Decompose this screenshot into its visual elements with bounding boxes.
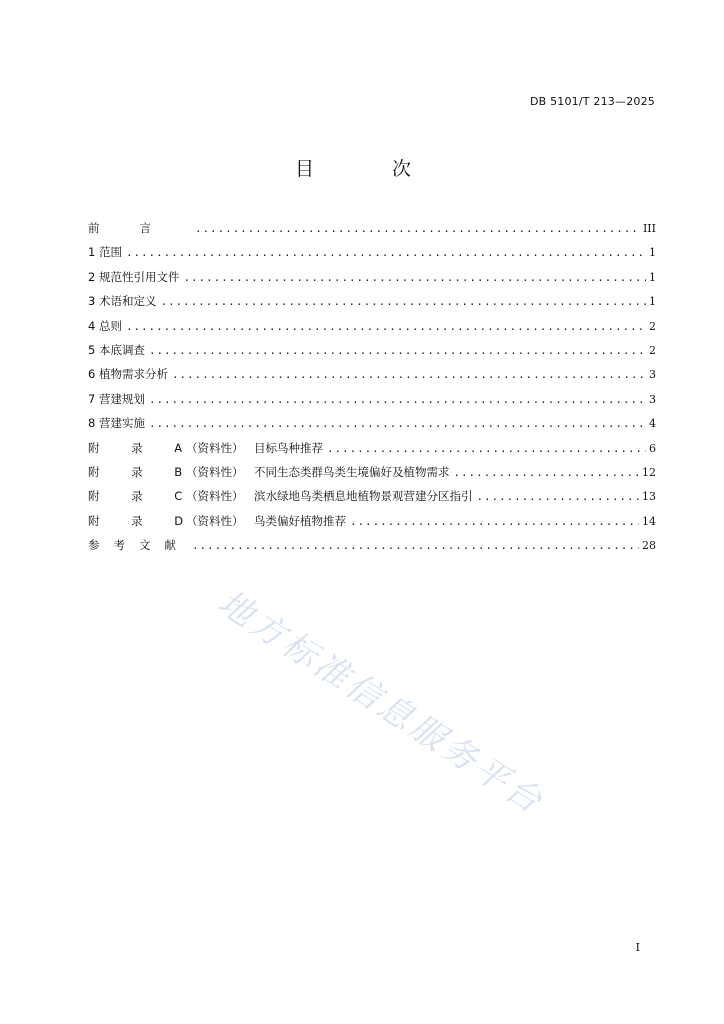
toc-entry-page: 1 <box>649 295 656 309</box>
appendix-prefix: 附 录 B <box>88 464 197 479</box>
toc-entry-page: 4 <box>649 417 656 431</box>
toc-entry-page: 14 <box>642 514 656 528</box>
toc-leader-dots <box>477 490 640 503</box>
toc-entry-page: 12 <box>642 465 656 479</box>
toc-entry-label: 6 植物需求分析 <box>88 367 168 382</box>
toc-entry-chapter-8[interactable] <box>88 415 656 439</box>
toc-entry-page: 3 <box>649 392 656 406</box>
toc-entry-chapter-6[interactable] <box>88 366 656 390</box>
toc-entry-page: 2 <box>649 343 656 357</box>
toc-entry-label: 3 术语和定义 <box>88 294 157 309</box>
toc-entry-foreword[interactable] <box>88 220 656 244</box>
toc-entry-label <box>88 464 450 480</box>
page-title: 目 次 <box>294 158 448 180</box>
toc-entry-page: 1 <box>649 270 656 284</box>
toc-entry-page: 28 <box>642 539 656 553</box>
toc-entry-page: 13 <box>642 490 656 504</box>
toc-entry-chapter-2[interactable] <box>88 269 656 293</box>
table-of-contents <box>88 220 656 561</box>
toc-leader-dots <box>454 466 640 479</box>
toc-entry-label: 1 范围 <box>88 245 122 260</box>
toc-entry-label: 2 规范性引用文件 <box>88 269 180 284</box>
toc-entry-label: 5 本底调查 <box>88 342 145 357</box>
toc-entry-appendix-d[interactable] <box>88 513 656 537</box>
toc-entry-label: 前言 <box>88 221 191 235</box>
appendix-prefix: 附 录 D <box>88 513 198 528</box>
appendix-type: （资料性） <box>186 513 244 528</box>
toc-entry-chapter-1[interactable] <box>88 244 656 268</box>
toc-entry-page: 2 <box>649 319 656 333</box>
toc-entry-page: III <box>642 222 656 235</box>
toc-entry-references[interactable] <box>88 537 656 561</box>
toc-entry-chapter-4[interactable] <box>88 318 656 342</box>
toc-leader-dots <box>192 539 639 552</box>
toc-leader-dots <box>160 295 646 308</box>
toc-leader-dots <box>195 222 640 235</box>
toc-entry-appendix-a[interactable] <box>88 440 656 464</box>
appendix-type: （资料性） <box>186 464 244 479</box>
toc-entry-appendix-c[interactable] <box>88 488 656 512</box>
toc-entry-label: 4 总则 <box>88 318 122 333</box>
toc-leader-dots <box>172 368 646 381</box>
toc-entry-label <box>88 488 473 504</box>
appendix-title: 滨水绿地鸟类栖息地植物景观营建分区指引 <box>254 489 473 504</box>
appendix-type: （资料性） <box>186 489 244 504</box>
standard-code: DB 5101/T 213—2025 <box>529 95 655 108</box>
toc-entry-label: 参考文献 <box>88 538 190 553</box>
appendix-type: （资料性） <box>186 440 244 455</box>
toc-leader-dots <box>327 442 646 455</box>
toc-entry-page: 3 <box>649 368 656 382</box>
toc-leader-dots <box>126 320 646 333</box>
toc-leader-dots <box>149 344 646 357</box>
toc-leader-dots <box>126 246 646 259</box>
appendix-title: 鸟类偏好植物推荐 <box>254 513 346 528</box>
appendix-title: 目标鸟种推荐 <box>254 440 323 455</box>
toc-entry-chapter-3[interactable] <box>88 293 656 317</box>
toc-entry-chapter-7[interactable] <box>88 391 656 415</box>
toc-leader-dots <box>149 393 646 406</box>
toc-entry-label: 8 营建实施 <box>88 416 145 431</box>
appendix-prefix: 附 录 C <box>88 489 197 504</box>
toc-entry-label <box>88 440 323 456</box>
toc-entry-label: 7 营建规划 <box>88 391 145 406</box>
watermark-text: 地方标准信息服务平台 <box>210 582 552 824</box>
toc-leader-dots <box>149 417 646 430</box>
toc-entry-page: 1 <box>649 246 656 260</box>
toc-leader-dots <box>350 515 639 528</box>
appendix-title: 不同生态类群鸟类生境偏好及植物需求 <box>254 464 450 479</box>
toc-entry-label <box>88 513 346 529</box>
toc-entry-appendix-b[interactable] <box>88 464 656 488</box>
appendix-prefix: 附 录 A <box>88 440 197 455</box>
page-number: I <box>635 941 640 954</box>
toc-leader-dots <box>183 271 646 284</box>
toc-entry-page: 6 <box>649 441 656 455</box>
toc-entry-chapter-5[interactable] <box>88 342 656 366</box>
